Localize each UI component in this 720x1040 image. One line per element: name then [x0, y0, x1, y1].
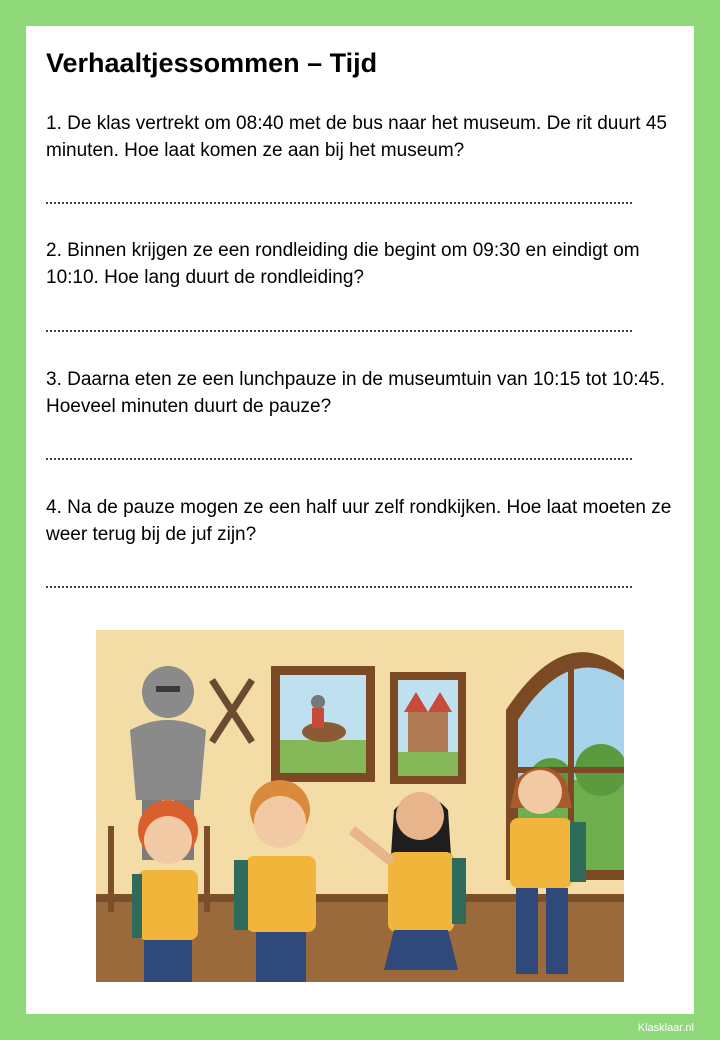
question-3: 3. Daarna eten ze een lunchpauze in de museumtuin van 10:15 tot 10:45. Hoeveel minuten duurt de pauze? [46, 369, 665, 417]
footer-brand: Klasklaar.nl [637, 1022, 694, 1034]
question-2: 2. Binnen krijgen ze een rondleiding die begint om 09:30 en eindigt om 10:10. Hoe lang duurt de rondleiding? [46, 240, 640, 288]
answer-line-2[interactable] [46, 330, 632, 332]
answer-line-1[interactable] [46, 202, 632, 204]
question-4: 4. Na de pauze mogen ze een half uur zelf rondkijken. Hoe laat moeten ze weer terug bij de juf zijn? [46, 497, 672, 545]
answer-line-4[interactable] [46, 586, 632, 588]
answer-line-3[interactable] [46, 458, 632, 460]
worksheet-title: Verhaaltjessommen – Tijd [46, 48, 378, 78]
worksheet [26, 26, 694, 1014]
museum-illustration [96, 630, 624, 982]
question-1: 1. De klas vertrekt om 08:40 met de bus naar het museum. De rit duurt 45 minuten. Hoe laat komen ze aan bij het museum? [46, 113, 667, 161]
